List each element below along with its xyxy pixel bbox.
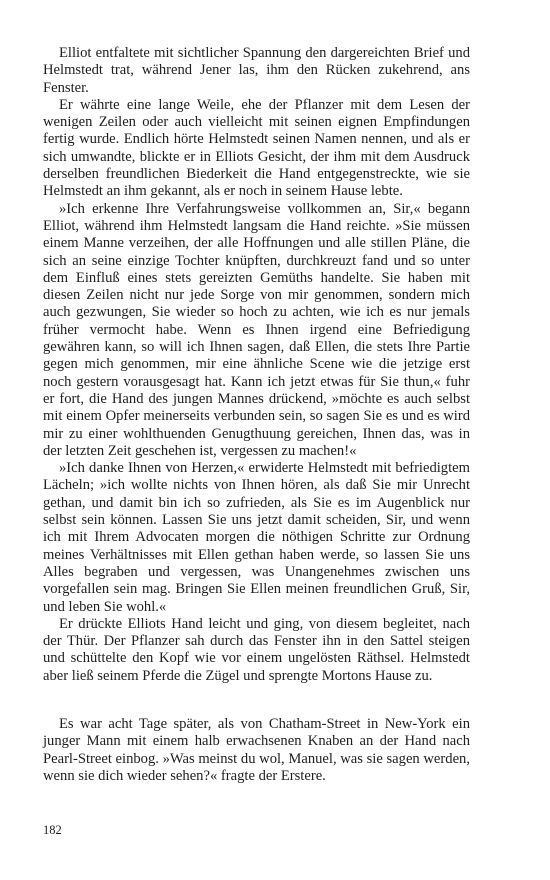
paragraph-2: Er währte eine lange Weile, ehe der Pflanzer mit dem Lesen der wenigen Zeilen oder auch vielleicht mit seinen eignen Empfindungen fertig wurde. Endlich hörte Helmstedt seinen Namen nennen, und als er sich umwandte, blickte er in Elliots Gesicht, der ihm mit dem Ausdruck derselben freundlichen Biederkeit die Hand entgegenstreckte, wie sie Helmstedt an ihm gekannt, als er noch in seinem Hause lebte. [43,96,470,200]
paragraph-1: Elliot entfaltete mit sichtlicher Spannung den dargereichten Brief und Helmstedt trat, während Jener las, ihm den Rücken zukehrend, ans Fenster. [43,45,470,96]
paragraph-5: Er drückte Elliots Hand leicht und ging, von diesem begleitet, nach der Thür. Der Pflanzer sah durch das Fenster ihn in den Sattel steigen und schüttelte den Kopf wie vor einem ungelösten Räthsel. Helmstedt aber ließ seinem Pferde die Zügel und sprengte Mortons Hause zu. [43,615,470,684]
main-text-section [43,45,470,685]
paragraph-6: Es war acht Tage später, als von Chatham-Street in New-York ein junger Mann mit einem halb erwachsenen Knaben an der Hand nach Pearl-Street einbog. »Was meinst du wol, Manuel, was sie sagen werden, wenn sie dich wieder sehen?« fragte der Erstere. [43,716,470,784]
paragraph-4: »Ich danke Ihnen von Herzen,« erwiderte Helmstedt mit befriedigtem Lächeln; »ich wollte nichts von Ihnen hören, als daß Sie mir Unrecht gethan, und damit bin ich so zufrieden, als Sie es im Augenblick nur selbst sein können. Lassen Sie uns jetzt damit scheiden, Sir, und wenn ich mit Ihrem Advocaten morgen die nöthigen Schritte zur Ordnung meines Verhältnisses mit Ellen gethan haben werde, so lassen Sie uns Alles begraben und vergessen, was Unangenehmes zwischen uns vorgefallen sein mag. Bringen Sie Ellen meinen freundlichen Gruß, Sir, und leben Sie wohl.« [43,460,470,615]
second-text-section [43,716,470,785]
paragraph-3: »Ich erkenne Ihre Verfahrungsweise vollkommen an, Sir,« begann Elliot, während ihm Helmstedt langsam die Hand reichte. »Sie müssen einem Manne verzeihen, der alle Hoffnungen und alle stillen Pläne, die sich an seine einzige Tochter knüpften, durchkreuzt fand und so unter dem Einfluß eines stets gereizten Gemüths handelte. Sie haben mit diesen Zeilen nicht nur jede Sorge von mir genommen, sondern mich auch gezwungen, Sie wieder so hoch zu achten, wie ich es nur jemals früher vermocht habe. Wenn es Ihnen irgend eine Befriedigung gewähren kann, so will ich Ihnen sagen, daß Ellen, die stets Ihre Partie gegen mich genommen, mir eine ähnliche Scene wie die jetzige erst noch gestern vorausgesagt hat. Kann ich jetzt etwas für Sie thun,« fuhr er fort, die Hand des jungen Mannes drückend, »möchte es auch selbst mit einem Opfer meinerseits verbunden sein, so sagen Sie es und es wird mir zu einer wohlthuenden Genugthuung gereichen, Ihnen das, was in der letzten Zeit geschehen ist, vergessen zu machen!« [43,200,470,459]
page-number: 182 [43,823,62,837]
